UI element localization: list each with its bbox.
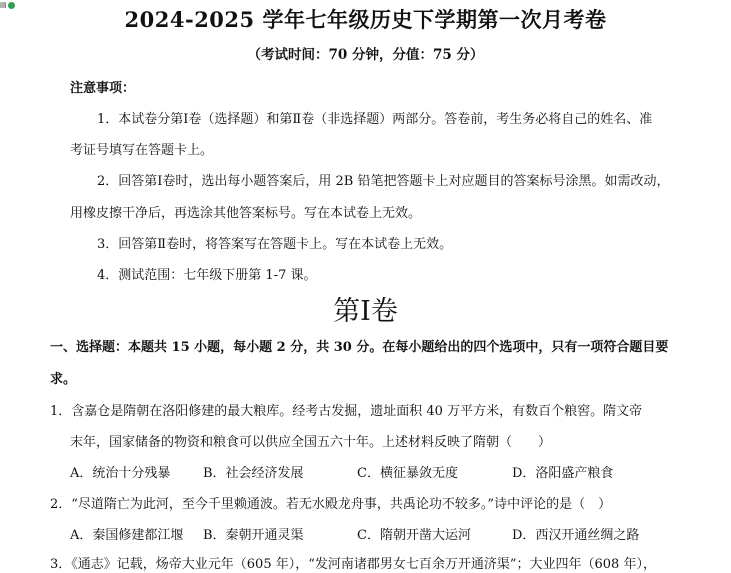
question-2-option-d: D．西汉开通丝绸之路 — [512, 528, 640, 543]
question-1-option-a: A．统治十分残暴 — [70, 466, 171, 481]
notice-heading: 注意事项： — [70, 81, 136, 96]
question-1-line-2: 末年，国家储备的物资和粮食可以供应全国五六十年。上述材料反映了隋朝（ ） — [70, 435, 552, 450]
notice-item-2-line-2: 用橡皮擦干净后，再选涂其他答案标号。写在本试卷上无效。 — [70, 206, 422, 221]
section1-header-line-1: 一、选择题：本题共 15 小题，每小题 2 分，共 30 分。在每小题给出的四个选项中，只有一项符合题目要 — [50, 340, 669, 355]
question-2-option-c: C．隋朝开凿大运河 — [357, 528, 471, 543]
notice-item-1-line-2: 考证号填写在答题卡上。 — [70, 143, 214, 158]
notice-item-3: 3．回答第Ⅱ卷时，将答案写在答题卡上。写在本试卷上无效。 — [97, 237, 453, 252]
question-2-option-b: B．秦朝开通灵渠 — [203, 528, 304, 543]
question-3-line-1: 3．《通志》记载，炀帝大业元年（605 年），“发河南诸郡男女七百余万开通济渠”；大业四年（608 年）， — [50, 557, 656, 572]
notice-item-4: 4．测试范围：七年级下册第 1-7 课。 — [97, 268, 317, 283]
logo-mark-icon: ▤ — [0, 1, 7, 9]
notice-item-2-line-1: 2．回答第Ⅰ卷时，选出每小题答案后，用 2B 铅笔把答题卡上对应题目的答案标号涂黑。如需改动， — [97, 174, 670, 189]
question-1-option-d: D．洛阳盛产粮食 — [512, 466, 614, 481]
question-1-option-c: C．横征暴敛无度 — [357, 466, 458, 481]
section1-header-line-2: 求。 — [50, 372, 77, 387]
section-title: 第Ⅰ卷 — [333, 296, 398, 327]
question-1-line-1: 1．含嘉仓是隋朝在洛阳修建的最大粮库。经考古发掘，遗址面积 40 万平方米，有数百个粮窖。隋文帝 — [50, 404, 643, 419]
question-1-option-b: B．社会经济发展 — [203, 466, 304, 481]
exam-title: 2024-2025 学年七年级历史下学期第一次月考卷 — [124, 7, 607, 32]
notice-item-1-line-1: 1．本试卷分第Ⅰ卷（选择题）和第Ⅱ卷（非选择题）两部分。答卷前，考生务必将自己的姓名、准 — [97, 112, 653, 127]
exam-subtitle: （考试时间：70 分钟，分值：75 分） — [247, 47, 484, 63]
question-2-option-a: A．秦国修建都江堰 — [70, 528, 184, 543]
question-2-line-1: 2．“尽道隋亡为此河，至今千里赖通波。若无水殿龙舟事，共禹论功不较多。”诗中评论的是（ ） — [50, 497, 612, 512]
